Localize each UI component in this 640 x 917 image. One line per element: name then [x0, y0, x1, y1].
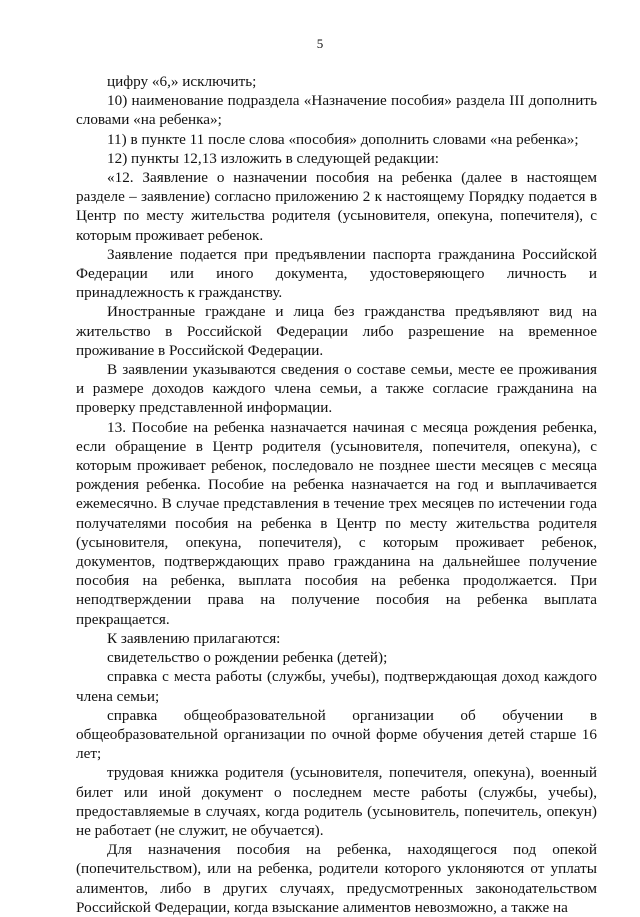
paragraph: трудовая книжка родителя (усыновителя, попечителя, опекуна), военный билет или иной документ о последнем месте работы (службы, учебы), предоставляемые в случаях, когда родитель (усыновитель, попечитель, опекун) не работает (не служит, не обучается). — [76, 764, 597, 839]
paragraph: цифру «6,» исключить; — [107, 73, 257, 90]
paragraph: справка с места работы (службы, учебы), подтверждающая доход каждого члена семьи; — [76, 668, 597, 705]
paragraph: Иностранные граждане и лица без гражданства предъявляют вид на жительство в Российской Федерации либо разрешение на временное проживание в Российской Федерации. — [76, 303, 597, 359]
paragraph: свидетельство о рождении ребенка (детей); — [107, 649, 388, 667]
paragraph: «12. Заявление о назначении пособия на ребенка (далее в настоящем разделе – заявление) согласно приложению 2 к настоящему Порядку подается в Центр по месту жительства родителя (усыновителя, опекуна, попечителя), с которым проживает ребенок. — [76, 169, 597, 244]
paragraph: К заявлению прилагаются: — [107, 629, 281, 647]
paragraph: 10) наименование подраздела «Назначение пособия» раздела III дополнить словами «на ребенка»; — [76, 92, 597, 129]
paragraph: Заявление подается при предъявлении паспорта гражданина Российской Федерации или иного документа, удостоверяющего личность и принадлежность к гражданству. — [76, 245, 597, 302]
paragraph: справка общеобразовательной организации об обучении в общеобразовательной организации по очной форме обучения детей старше 16 лет; — [76, 706, 597, 763]
paragraph: 12) пункты 12,13 изложить в следующей редакции: — [107, 149, 440, 167]
page-number: 5 — [316, 36, 324, 51]
document-body — [76, 72, 597, 917]
paragraph: Для назначения пособия на ребенка, находящегося под опекой (попечительством), или на ребенка, родители которого уклоняются от уплаты алиментов, либо в других случаях, предусмотренных законодательством Российской Федерации, когда взыскание алиментов невозможно, а также на — [76, 841, 597, 916]
paragraph: 11) в пункте 11 после слова «пособия» дополнить словами «на ребенка»; — [107, 130, 579, 148]
paragraph: В заявлении указываются сведения о составе семьи, месте ее проживания и размере доходов каждого члена семьи, а также согласие гражданина на проверку представленной информации. — [76, 361, 597, 417]
paragraph: 13. Пособие на ребенка назначается начиная с месяца рождения ребенка, если обращение в Центр родителя (усыновителя, попечителя, опекуна), с которым проживает ребенок, последовало не позднее шести месяцев с месяца рождения ребенка. Пособие на ребенка назначается на год и выплачивается ежемесячно. В случае представления в течение трех месяцев по истечении года получателями пособия на ребенка в Центр по месту жительства родителя (усыновителя, опекуна, попечителя), с которым проживает ребенок, документов, подтверждающих право гражданина на дальнейшее получение пособия на ребенка, выплата пособия на ребенка продолжается. При неподтверждении права на получение пособия на ребенка выплата прекращается. — [76, 418, 597, 628]
